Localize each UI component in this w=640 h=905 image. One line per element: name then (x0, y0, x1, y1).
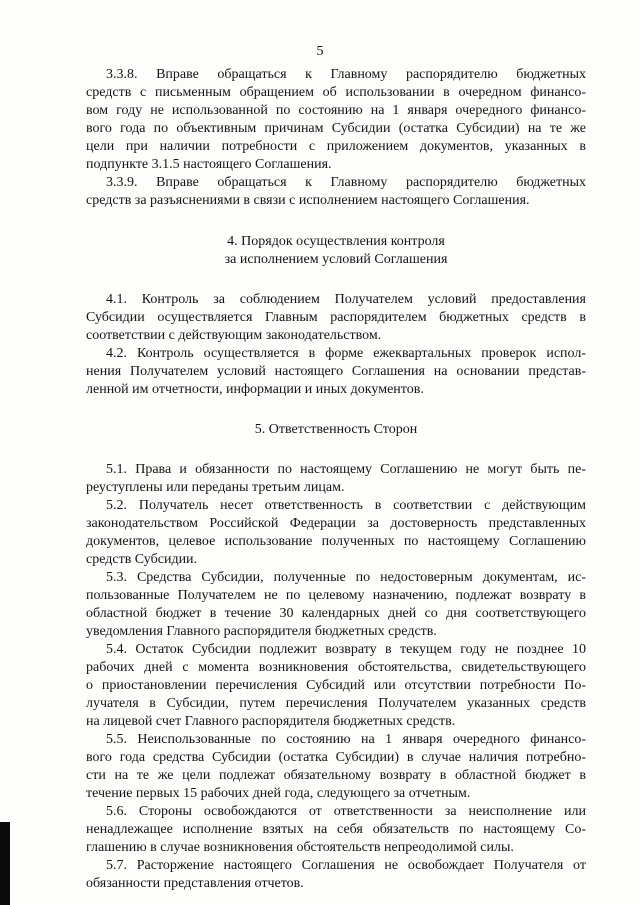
text-line: 5.7. Расторжение настоящего Соглашения не освобождает Получателя от (106, 858, 586, 873)
paragraph-5-1 (86, 461, 586, 497)
text-line: 4.1. Контроль за соблюдением Получателем условий предоставления (106, 292, 586, 307)
text-line: рабочих дней с момента возникновения обстоятельства, свидетельствующего (86, 660, 586, 675)
text-line: нения Получателем условий настоящего Соглашения на основании представ- (86, 364, 586, 379)
text-line: областной бюджет в течение 30 календарных дней со дня соответствующего (86, 606, 586, 621)
text-line: 5.6. Стороны освобождаются от ответственности за неисполнение или (106, 804, 586, 819)
text-line: средств Субсидии. (86, 552, 198, 567)
heading-line: 5. Ответственность Сторон (254, 422, 418, 437)
heading-line: 4. Порядок осуществления контроля (227, 234, 445, 249)
text-line: глашению в случае возникновения обстоятельств непреодолимой силы. (86, 840, 514, 855)
heading-line: за исполнением условий Соглашения (224, 252, 448, 267)
text-line: законодательством Российской Федерации за достоверность представленных (86, 516, 586, 531)
text-line: подпункте 3.1.5 настоящего Соглашения. (86, 157, 332, 172)
text-line: документов, целевое использование полученных по настоящему Соглашению (86, 534, 586, 549)
paragraph-5-7 (86, 857, 586, 893)
text-line: 4.2. Контроль осуществляется в форме ежеквартальных проверок испол- (106, 346, 586, 361)
text-line: обязанности представления отчетов. (86, 876, 304, 891)
paragraph-5-5 (86, 731, 586, 803)
text-line: вом году не использованной по состоянию на 1 января очередного финансо- (86, 103, 586, 118)
text-line: 5.4. Остаток Субсидии подлежит возврату в текущем году не позднее 10 (106, 642, 586, 657)
text-line: вого года по объективным причинам Субсидии (остатка Субсидии) на те же (86, 121, 586, 136)
paragraph-5-4 (86, 641, 586, 731)
text-line: 5.2. Получатель несет ответственность в соответствии с действующим (106, 498, 586, 513)
text-line: течение первых 15 рабочих дней года, следующего за отчетным. (86, 786, 471, 801)
paragraph-3-3-9 (86, 174, 586, 210)
text-line: Субсидии осуществляется Главным распорядителем бюджетных средств в (86, 310, 586, 325)
paragraph-5-2 (86, 497, 586, 569)
text-line: уведомления Главного распорядителя бюджетных средств. (86, 624, 437, 639)
text-line: 5.5. Неиспользованные по состоянию на 1 января очередного финансо- (106, 732, 586, 747)
text-line: 3.3.9. Вправе обращаться к Главному распорядителю бюджетных (106, 175, 586, 190)
section-5-heading (86, 421, 586, 439)
text-line: на лицевой счет Главного распорядителя бюджетных средств. (86, 714, 456, 729)
paragraph-3-3-8 (86, 66, 586, 174)
section-4-heading (86, 233, 586, 269)
text-line: ненадлежащее исполнение взятых на себя обязательств по настоящему Со- (86, 822, 586, 837)
text-line: средств с письменным обращением об использовании в очередном финансо- (86, 85, 586, 100)
paragraph-4-2 (86, 345, 586, 399)
text-line: 3.3.8. Вправе обращаться к Главному распорядителю бюджетных (106, 67, 586, 82)
page-number: 5 (316, 44, 324, 59)
text-line: лучателя в Субсидии, путем перечисления Получателем указанных средств (86, 696, 586, 711)
text-line: сти на те же цели подлежат обязательному возврату в областной бюджет в (86, 768, 586, 783)
text-line: соответствии с действующим законодательством. (86, 328, 382, 343)
text-line: цели при наличии потребности с приложением документов, указанных в (86, 139, 586, 154)
text-line: 5.3. Средства Субсидии, полученные по недостоверным документам, ис- (106, 570, 586, 585)
scan-edge-mark (0, 822, 10, 905)
text-line: реуступлены или переданы третьим лицам. (86, 480, 345, 495)
text-line: вого года средства Субсидии (остатка Субсидии) в случае наличия потребно- (86, 750, 586, 765)
document-body (86, 66, 586, 893)
text-line: средств за разъяснениями в связи с исполнением настоящего Соглашения. (86, 193, 530, 208)
text-line: ленной им отчетности, информации и иных документов. (86, 382, 424, 397)
text-line: 5.1. Права и обязанности по настоящему Соглашению не могут быть пе- (106, 462, 586, 477)
paragraph-5-6 (86, 803, 586, 857)
paragraph-5-3 (86, 569, 586, 641)
paragraph-4-1 (86, 291, 586, 345)
text-line: пользованные Получателем не по целевому назначению, подлежат возврату в (86, 588, 586, 603)
text-line: о приостановлении перечисления Субсидий или отсутствии потребности По- (86, 678, 586, 693)
